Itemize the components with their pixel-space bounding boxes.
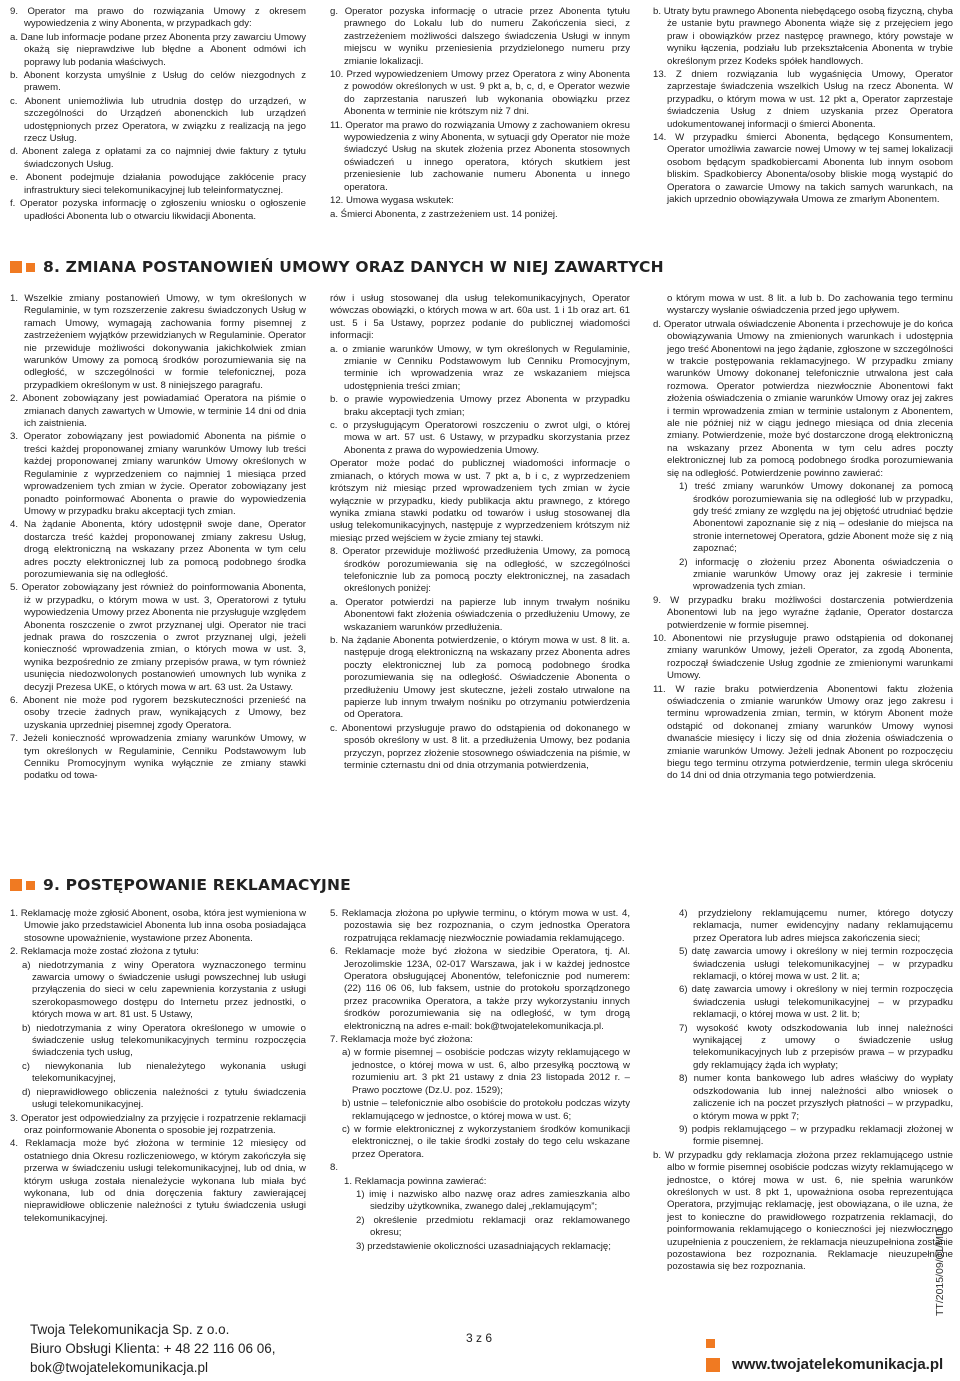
paragraph: c) niewykonania lub nienależytego wykonania usługi telekomunikacyjnej, <box>22 1060 306 1085</box>
section-9-col-3 <box>653 908 953 1275</box>
paragraph: 9. W przypadku braku możliwości dostarczenia potwierdzenia Abonentowi lub na jego wyraźne żądanie, Operator dostarcza potwierdzenie w formie pisemnej. <box>653 594 953 631</box>
paragraph: 7) wysokość kwoty odszkodowania lub innej należności wynikającej z umowy o świadczenie usług telekomunikacyjnych lub z przepisów prawa – w przypadku gdy reklamujący żąda ich wypłaty; <box>679 1022 953 1071</box>
orange-square-icon <box>26 263 35 272</box>
paragraph: c. Abonent uniemożliwia lub utrudnia dostęp do urządzeń, w szczególności do Urządzeń abonenckich lub urządzeń udostępnionych przez Operatora, w związku z realizacją na jego rzecz Usług. <box>10 95 306 145</box>
section-8-col-1 <box>10 293 306 784</box>
paragraph: 5) datę zawarcia umowy i określony w niej termin rozpoczęcia świadczenia usługi telekomunikacyjnej – w przypadku reklamacji, o której mowa w ust. 2 lit. a; <box>679 946 953 983</box>
paragraph: 5. Reklamacja złożona po upływie terminu, o którym mowa w ust. 4, pozostawia się bez rozpoznania, o czym jednostka Operatora rozpatrująca reklamację niezwłocznie powiadamia reklamującego. <box>330 908 630 944</box>
website-link[interactable]: www.twojatelekomunikacja.pl <box>732 1356 944 1373</box>
paragraph: 6. Abonent nie może pod rygorem bezskuteczności przenieść na osoby trzecie żadnych praw, wynikających z Umowy, bez uzyskania uprzedniej pisemnej zgody Operatora. <box>10 695 306 731</box>
orange-square-icon <box>10 261 22 273</box>
top-col-2 <box>330 6 630 222</box>
paragraph: a. Śmierci Abonenta, z zastrzeżeniem ust. 14 poniżej. <box>330 208 558 220</box>
paragraph: a) w formie pisemnej – osobiście podczas wizyty reklamującego w jednostce, o której mowa w ust. 6, albo przesyłką pocztową w rozumieniu art. 3 pkt 21 ustawy z dnia 23 listopada 2012 r. – Prawo pocztowe (Dz.U. poz. 1529); <box>342 1047 630 1096</box>
email-link[interactable]: bok@twojatelekomunikacja.pl <box>30 1360 209 1375</box>
paragraph: 2) informację o złożeniu przez Abonenta oświadczenia o zmianie warunków Umowy oraz jej zakresie i terminie wprowadzenia tych zmian. <box>679 556 953 593</box>
paragraph: 13. Z dniem rozwiązania lub wygaśnięcia Umowy, Operator zaprzestaje świadczenia wszelkich Usług na rzecz Abonenta. W przypadku, o którym mowa w ust. 12 pkt a, Operator zaprzestaje świadczenia Usług z dniem uzyskania przez Operatora udokumentowanej informacji o śmierci Abonenta. <box>653 69 953 130</box>
paragraph: g. Operator pozyska informację o utracie przez Abonenta tytułu prawnego do Lokalu lub do numeru Zakończenia sieci, z zastrzeżeniem możliwości dalszego świadczenia Usługi w innym miejscu w wyniku przeniesienia przydzielonego numeru przy zmianie lokalizacji. <box>330 6 630 67</box>
paragraph: 5. Operator zobowiązany jest również do poinformowania Abonenta, iż w przypadku, o którym mowa w ust. 3, Operatorowi z tytułu wypowiedzenia Umowy przez Abonenta nie przysługuje względem Abonenta roszczenie o zwrot przyznanej ulgi. Operator nie traci jednak prawa do roszczenia o zwrot przyznanej ulgi, jeżeli konieczność wprowadzenia zmian, o których mowa w ust. 3, wynika bezpośrednio ze zmiany przepisów prawa, w tym również usunięcia niedozwolonych postanowień umownych lub wynika z decyzji Prezesa UKE, o których mowa w art. 63 ust. 2a Ustawy. <box>10 582 306 693</box>
paragraph: b. Na żądanie Abonenta potwierdzenie, o którym mowa w ust. 8 lit. a. następuje drogą elektroniczną na wskazany przez Abonenta adres poczty elektronicznej lub za pomocą podobnego środka porozumiewania się na odległość. Oświadczenie Abonenta o przedłużeniu Umowy jest skuteczne, jeżeli zostało utrwalone na papierze lub innym trwałym nośniku po otrzymaniu potwierdzenia od Operatora. <box>330 634 630 721</box>
paragraph: 6) datę zawarcia umowy i określony w niej termin rozpoczęcia świadczenia usługi telekomunikacyjnej – w przypadku reklamacji, o której mowa w ust. 2 lit. b; <box>679 984 953 1021</box>
paragraph: rów i usług stosowanej dla usług telekomunikacyjnych, Operator wówczas obowiązki, o których mowa w art. 60a ust. 1 i 1b oraz art. 61 ust. 5 i 5a Ustawy, poprzez podanie do publicznej wiadomości informacji: <box>330 293 630 342</box>
section-9-title: 9. POSTĘPOWANIE REKLAMACYJNE <box>43 876 351 894</box>
paragraph: 4) przydzielony reklamującemu numer, którego dotyczy reklamacja, numer ewidencyjny nadany reklamującemu przez Operatora lub adres miejsca zakończenia sieci; <box>679 908 953 944</box>
paragraph: 1. Reklamację może zgłosić Abonent, osoba, która jest wymieniona w Umowie jako przedstawiciel Abonenta lub inna osoba posiadająca stosowne upoważnienie, wystawione przez Abonenta. <box>10 908 306 944</box>
paragraph: 14. W przypadku śmierci Abonenta, będącego Konsumentem, Operator umożliwia zawarcie nowej Umowy w tej samej lokalizacji osobom będącym spadkobiercami Abonenta lub innym osobom bliskim. Spadkobiercy Abonenta/osoby bliskie mogą wystąpić do Operatora o zawarcie Umowy na takich samych warunkach, na jakich uprzednio obowiązywała Umowa ze zmarłym Abonentem. <box>653 132 953 206</box>
paragraph: 8. <box>330 1162 339 1174</box>
paragraph: 2) określenie przedmiotu reklamacji oraz reklamowanego okresu; <box>356 1214 630 1239</box>
paragraph: 2. Abonent zobowiązany jest powiadamiać Operatora na piśmie o zmianach danych zawartych w Umowie, w terminie 14 dni od dnia ich zaistnienia. <box>10 393 306 430</box>
paragraph: Operator może podać do publicznej wiadomości informacje o zmianach, o których mowa w ust. 7 pkt a, b i c, z wyprzedzeniem krótszym niż miesiąc przed wprowadzeniem tych zmian w życie wyłącznie w przypadku, kiedy publikacja aktu prawnego, z którego wynika zmiana stawki podatku od towarów i usług stosowanej dla usług telekomunikacyjnych, następuje z wyprzedzeniem krótszym niż miesiąc przed wejściem w życie zmiany tej stawki. <box>330 458 630 544</box>
paragraph: 2. Reklamacja może zostać złożona z tytułu: <box>10 946 199 958</box>
paragraph: d. Operator utrwala oświadczenie Abonenta i przechowuje je do końca obowiązywania Umowy na zmienionych warunkach i udostępnia jego treść Abonentowi na jego żądanie, zgłoszone w szczególności w trakcie postępowania reklamacyjnego. W przypadku zmiany warunków Umowy dokonanej telefonicznie utrwalona jest cała rozmowa. Operator potwierdza niezwłocznie Abonentowi fakt złożenia oświadczenia o zmianie warunków Umowy oraz jej zakres i termin wprowadzenia zmian w terminie ustalonym z Abonentem, ale nie później niż w ciągu jednego miesiąca od dnia zlecenia zmiany. Potwierdzenie, może być dostarczone drogą elektroniczną na wskazany przez Abonenta w tym celu adres poczty elektronicznej lub za pomocą podobnego środka porozumiewania się na odległość. Potwierdzenie powinno zawierać: <box>653 318 953 479</box>
paragraph: b) ustnie – telefonicznie albo osobiście do protokołu podczas wizyty reklamującego w jednostce, o której mowa w ust. 6; <box>342 1098 630 1122</box>
top-col-3 <box>653 6 953 208</box>
section-9-heading <box>10 876 351 894</box>
paragraph: 11. Operator ma prawo do rozwiązania Umowy z zachowaniem okresu wypowiedzenia z winy Abonenta, w sytuacji gdy Operator nie może świadczyć Usług na skutek złożenia przez Abonenta stosownych oświadczeń u innego operatora, których skutkiem jest przeniesienie lub zachowanie numeru Abonenta u innego operatora. <box>330 119 630 193</box>
section-8-col-2 <box>330 293 630 773</box>
paragraph: 3. Operator zobowiązany jest powiadomić Abonenta na piśmie o treści każdej proponowanej zmiany warunków Umowy lub treści każdej proponowanej zmiany warunków Umowy określonych w Regulaminie z wyprzedzeniem co najmniej 1 miesiąca przed wprowadzeniem tych zmian w życie. Operator zobowiązany jest ponadto poinformować Abonenta o prawie do wypowiedzenia Umowy w przypadku braku akceptacji tych zmian. <box>10 431 306 517</box>
paragraph: e. Abonent podejmuje działania powodujące zakłócenie pracy infrastruktury sieci telekomunikacyjnej lub teleinformatycznej. <box>10 172 306 196</box>
paragraph: a) niedotrzymania z winy Operatora wyznaczonego terminu zawarcia umowy o świadczenie usługi powszechnej lub usługi przyłączenia do sieci w celu zapewnienia korzystania z usługi szerokopasmowego dostępu do Internetu przez jednostki, o których mowa w art. 81 ust. 5 Ustawy, <box>22 959 306 1021</box>
paragraph: b. W przypadku gdy reklamacja złożona przez reklamującego ustnie albo w formie pisemnej osobiście podczas wizyty reklamującego w jednostce, o której mowa w ust. 6, nie spełnia warunków określonych w ust. 8 pkt 1, upoważniona osoba reprezentująca Operatora, przyjmując reklamację, jest obowiązana, o ile uzna, że jest to konieczne do prawidłowego rozpatrzenia reklamacji, do poinformowania reklamującego o konieczności jej niezwłocznego uzupełnienia z pouczeniem, że reklamacja nieuzupełniona zostanie pozostawiona bez rozpoznania. Reklamacje nieuzupełnione pozostawia się bez rozpoznania. <box>653 1149 953 1273</box>
paragraph: b. Abonent korzysta umyślnie z Usług do celów niezgodnych z prawem. <box>10 70 306 94</box>
orange-square-icon <box>706 1358 720 1372</box>
paragraph: 9. Operator ma prawo do rozwiązania Umowy z okresem wypowiedzenia z winy Abonenta, w przypadkach gdy: <box>10 6 306 30</box>
paragraph: 1. Reklamacja powinna zawierać: <box>344 1175 487 1187</box>
paragraph: f. Operator pozyska informację o zgłoszeniu wniosku o ogłoszenie upadłości Abonenta lub o otwarciu likwidacji Abonenta. <box>10 198 306 222</box>
section-8-col-3 <box>653 293 953 784</box>
paragraph: a. Operator potwierdzi na papierze lub innym trwałym nośniku Abonentowi fakt złożenia oświadczenia o przedłużeniu Umowy, ze wskazaniem warunków przedłużenia. <box>330 596 630 633</box>
company-name: Twoja Telekomunikacja Sp. z o.o. <box>30 1322 230 1337</box>
paragraph: b. Utraty bytu prawnego Abonenta niebędącego osobą fizyczną, chyba że ustanie bytu prawnego Abonenta wiąże się z przejęciem jego praw i obowiązków przez następcę prawnego, który powstaje w wyniku łączenia, podziału lub przekształcenia Abonenta w trybie określonym przez Kodeks spółek handlowych. <box>653 6 953 67</box>
paragraph: b) niedotrzymania z winy Operatora określonego w umowie o świadczenie usług telekomunikacyjnych terminu rozpoczęcia świadczenia tych usług, <box>22 1022 306 1059</box>
section-8-heading <box>10 258 664 276</box>
orange-square-icon <box>706 1339 715 1348</box>
paragraph: 7. Reklamacja może być złożona: <box>330 1034 473 1046</box>
paragraph: b. o prawie wypowiedzenia Umowy przez Abonenta w przypadku braku akceptacji tych zmian; <box>330 394 630 418</box>
orange-square-icon <box>26 881 35 890</box>
paragraph: o którym mowa w ust. 8 lit. a lub b. Do zachowania tego terminu wystarczy wysłanie oświadczenia przed jego upływem. <box>667 293 953 317</box>
page-number: 3 z 6 <box>466 1331 493 1345</box>
paragraph: c) w formie elektronicznej z wykorzystaniem środków komunikacji elektronicznej, o ile takie środki zostały do tego celu wskazane przez Operatora. <box>342 1123 630 1160</box>
paragraph: d) nieprawidłowego obliczenia należności z tytułu świadczenia usługi telekomunikacyjnej. <box>22 1086 306 1111</box>
paragraph: 8) numer konta bankowego lub adres właściwy do wypłaty odszkodowania lub innej należności albo wniosek o zaliczenie ich na poczet przyszłych płatności – w przypadku, o którym mowa w ppkt 7; <box>679 1073 953 1122</box>
paragraph: 12. Umowa wygasa wskutek: <box>330 195 454 207</box>
paragraph: a. Dane lub informacje podane przez Abonenta przy zawarciu Umowy okażą się nieprawdziwe lub błędne a Abonent odmówi ich poprawy lub podania właściwych. <box>10 31 306 68</box>
paragraph: c. Abonentowi przysługuje prawo do odstąpienia od dokonanego w sposób określony w ust. 8 lit. a przedłużenia Umowy, bez podania przyczyn, poprzez złożenie stosownego oświadczenia na piśmie, w terminie czternastu dni od dnia otrzymania potwierdzenia, <box>330 722 630 772</box>
paragraph: c. o przysługującym Operatorowi roszczeniu o zwrot ulgi, o której mowa w art. 57 ust. 6 Ustawy, w przypadku skorzystania przez Abonenta z prawa do wypowiedzenia Umowy. <box>330 420 630 456</box>
paragraph: 10. Przed wypowiedzeniem Umowy przez Operatora z winy Abonenta z powodów określonych w ust. 9 pkt a, b, c, d, e Operator wezwie do zaprzestania naruszeń lub wykonania obowiązku przez Abonenta w terminie nie krótszym niż 7 dni. <box>330 69 630 118</box>
paragraph: 1) imię i nazwisko albo nazwę oraz adres zamieszkania albo siedziby użytkownika, zwanego dalej „reklamującym”; <box>356 1188 630 1213</box>
section-9-col-1 <box>10 908 306 1226</box>
hotline-text: Biuro Obsługi Klienta: + 48 22 116 06 06, <box>30 1341 276 1356</box>
paragraph: 3) przedstawienie okoliczności uzasadniających reklamację; <box>356 1240 611 1252</box>
paragraph: 10. Abonentowi nie przysługuje prawo odstąpienia od dokonanej zmiany warunków Umowy, jeżeli Operator, za zgodą Abonenta, rozpoczął świadczenie Usług zgodnie ze zmienionymi warunkami Umowy. <box>653 632 953 682</box>
paragraph: 9) podpis reklamującego – w przypadku reklamacji złożonej w formie pisemnej. <box>679 1123 953 1148</box>
document-code: TT/2015/09/01/MD <box>934 1228 946 1316</box>
footer-contact <box>30 1320 276 1377</box>
paragraph: 1. Wszelkie zmiany postanowień Umowy, w tym określonych w Regulaminie, w tym rozszerzenie zakresu świadczonych Usług w ramach Umowy, wymagają zachowania formy pisemnej z zastrzeżeniem wyjątków przewidzianych w Regulaminie. Operator nie przewiduje możliwości dokonywania jakichkolwiek zmian warunków Umowy za pomocą środków porozumiewania się na odległość, w szczególności w formie telefonicznej, poza przypadkiem określonym w ust. 8 niniejszego paragrafu. <box>10 293 306 391</box>
paragraph: 4. Reklamacja może być złożona w terminie 12 miesięcy od ostatniego dnia Okresu rozliczeniowego, w którym zakończyła się przerwa w świadczeniu usługi telekomunikacyjnej, lub od dnia, w którym usługa została nienależycie wykonana lub miała być wykonana, lub od dnia doręczenia faktury zawierającej nieprawidłowe obliczenie należności z tytułu świadczenia usługi telekomunikacyjnej. <box>10 1138 306 1224</box>
section-8-title: 8. ZMIANA POSTANOWIEŃ UMOWY ORAZ DANYCH W NIEJ ZAWARTYCH <box>43 258 664 276</box>
paragraph: d. Abonent zalega z opłatami za co najmniej dwie faktury z tytułu świadczonych Usług. <box>10 146 306 170</box>
paragraph: a. o zmianie warunków Umowy, w tym określonych w Regulaminie, zmianie w Cenniku Podstawowym lub Cenniku Promocyjnym, terminie ich wprowadzenia wraz ze wskazaniem miejsca udostępnienia treści zmian; <box>330 343 630 392</box>
paragraph: 7. Jeżeli konieczność wprowadzenia zmiany warunków Umowy, w tym określonych w Regulaminie, Cenniku Podstawowym lub Cenniku Promocyjnym wynika wyłącznie ze zmiany stawki podatku od towa- <box>10 733 306 782</box>
paragraph: 6. Reklamacje może być złożona w siedzibie Operatora, tj. Al. Jerozolimskie 123A, 02-017 Warszawa, jak i w każdej jednostce Operatora obsługującej Abonentów, telefonicznie pod numerem: (22) 116 06 06, lub faksem, ustnie do protokołu sporządzonego przez pracownika Operatora, a także przy wykorzystaniu innych środków porozumiewania się na odległość, w tym drogą elektroniczną na adres e-mail: bok@twojatelekomunikacja.pl. <box>330 946 630 1032</box>
paragraph: 11. W razie braku potwierdzenia Abonentowi faktu złożenia oświadczenia o zmianie warunków Umowy oraz jego zakresu i terminu wprowadzenia zmian, termin, w którym Abonent może odstąpić od dokonanej zmiany warunków Umowy wynosi dwanaście miesięcy i liczy się od dnia złożenia oświadczenia o zmianie warunków Umowy. Jeżeli jednak Abonent po rozpoczęciu biegu tego terminu otrzyma potwierdzenie, termin ulega skróceniu do 14 dni od dnia otrzymania tego potwierdzenia. <box>653 683 953 782</box>
orange-square-icon <box>10 879 22 891</box>
paragraph: 1) treść zmiany warunków Umowy dokonanej za pomocą środków porozumiewania się na odległość lub w przypadku, gdy treść zmiany ze względu na jej objętość utrudniać będzie Abonentowi zapoznanie się z nią – odesłanie do miejsca na stronie internetowej Operatora, gdzie Abonent może się z nią zapoznać; <box>679 481 953 555</box>
paragraph: 8. Operator przewiduje możliwość przedłużenia Umowy, za pomocą środków porozumiewania się na odległość, w szczególności telefonicznie lub za pomocą poczty elektronicznej, na zasadach określonych poniżej: <box>330 546 630 595</box>
paragraph: 4. Na żądanie Abonenta, który udostępnił swoje dane, Operator dostarcza treść każdej proponowanej zmiany zakresu Usług, drogą elektroniczną na wskazany przez Abonenta w tym celu adres poczty elektronicznej lub za pomocą podobnego środka porozumiewania się na odległość. <box>10 519 306 580</box>
top-col-1 <box>10 6 306 224</box>
section-9-col-2 <box>330 908 630 1254</box>
paragraph: 3. Operator jest odpowiedzialny za przyjęcie i rozpatrzenie reklamacji oraz poinformowanie Abonenta o sposobie jej rozpatrzenia. <box>10 1112 306 1136</box>
